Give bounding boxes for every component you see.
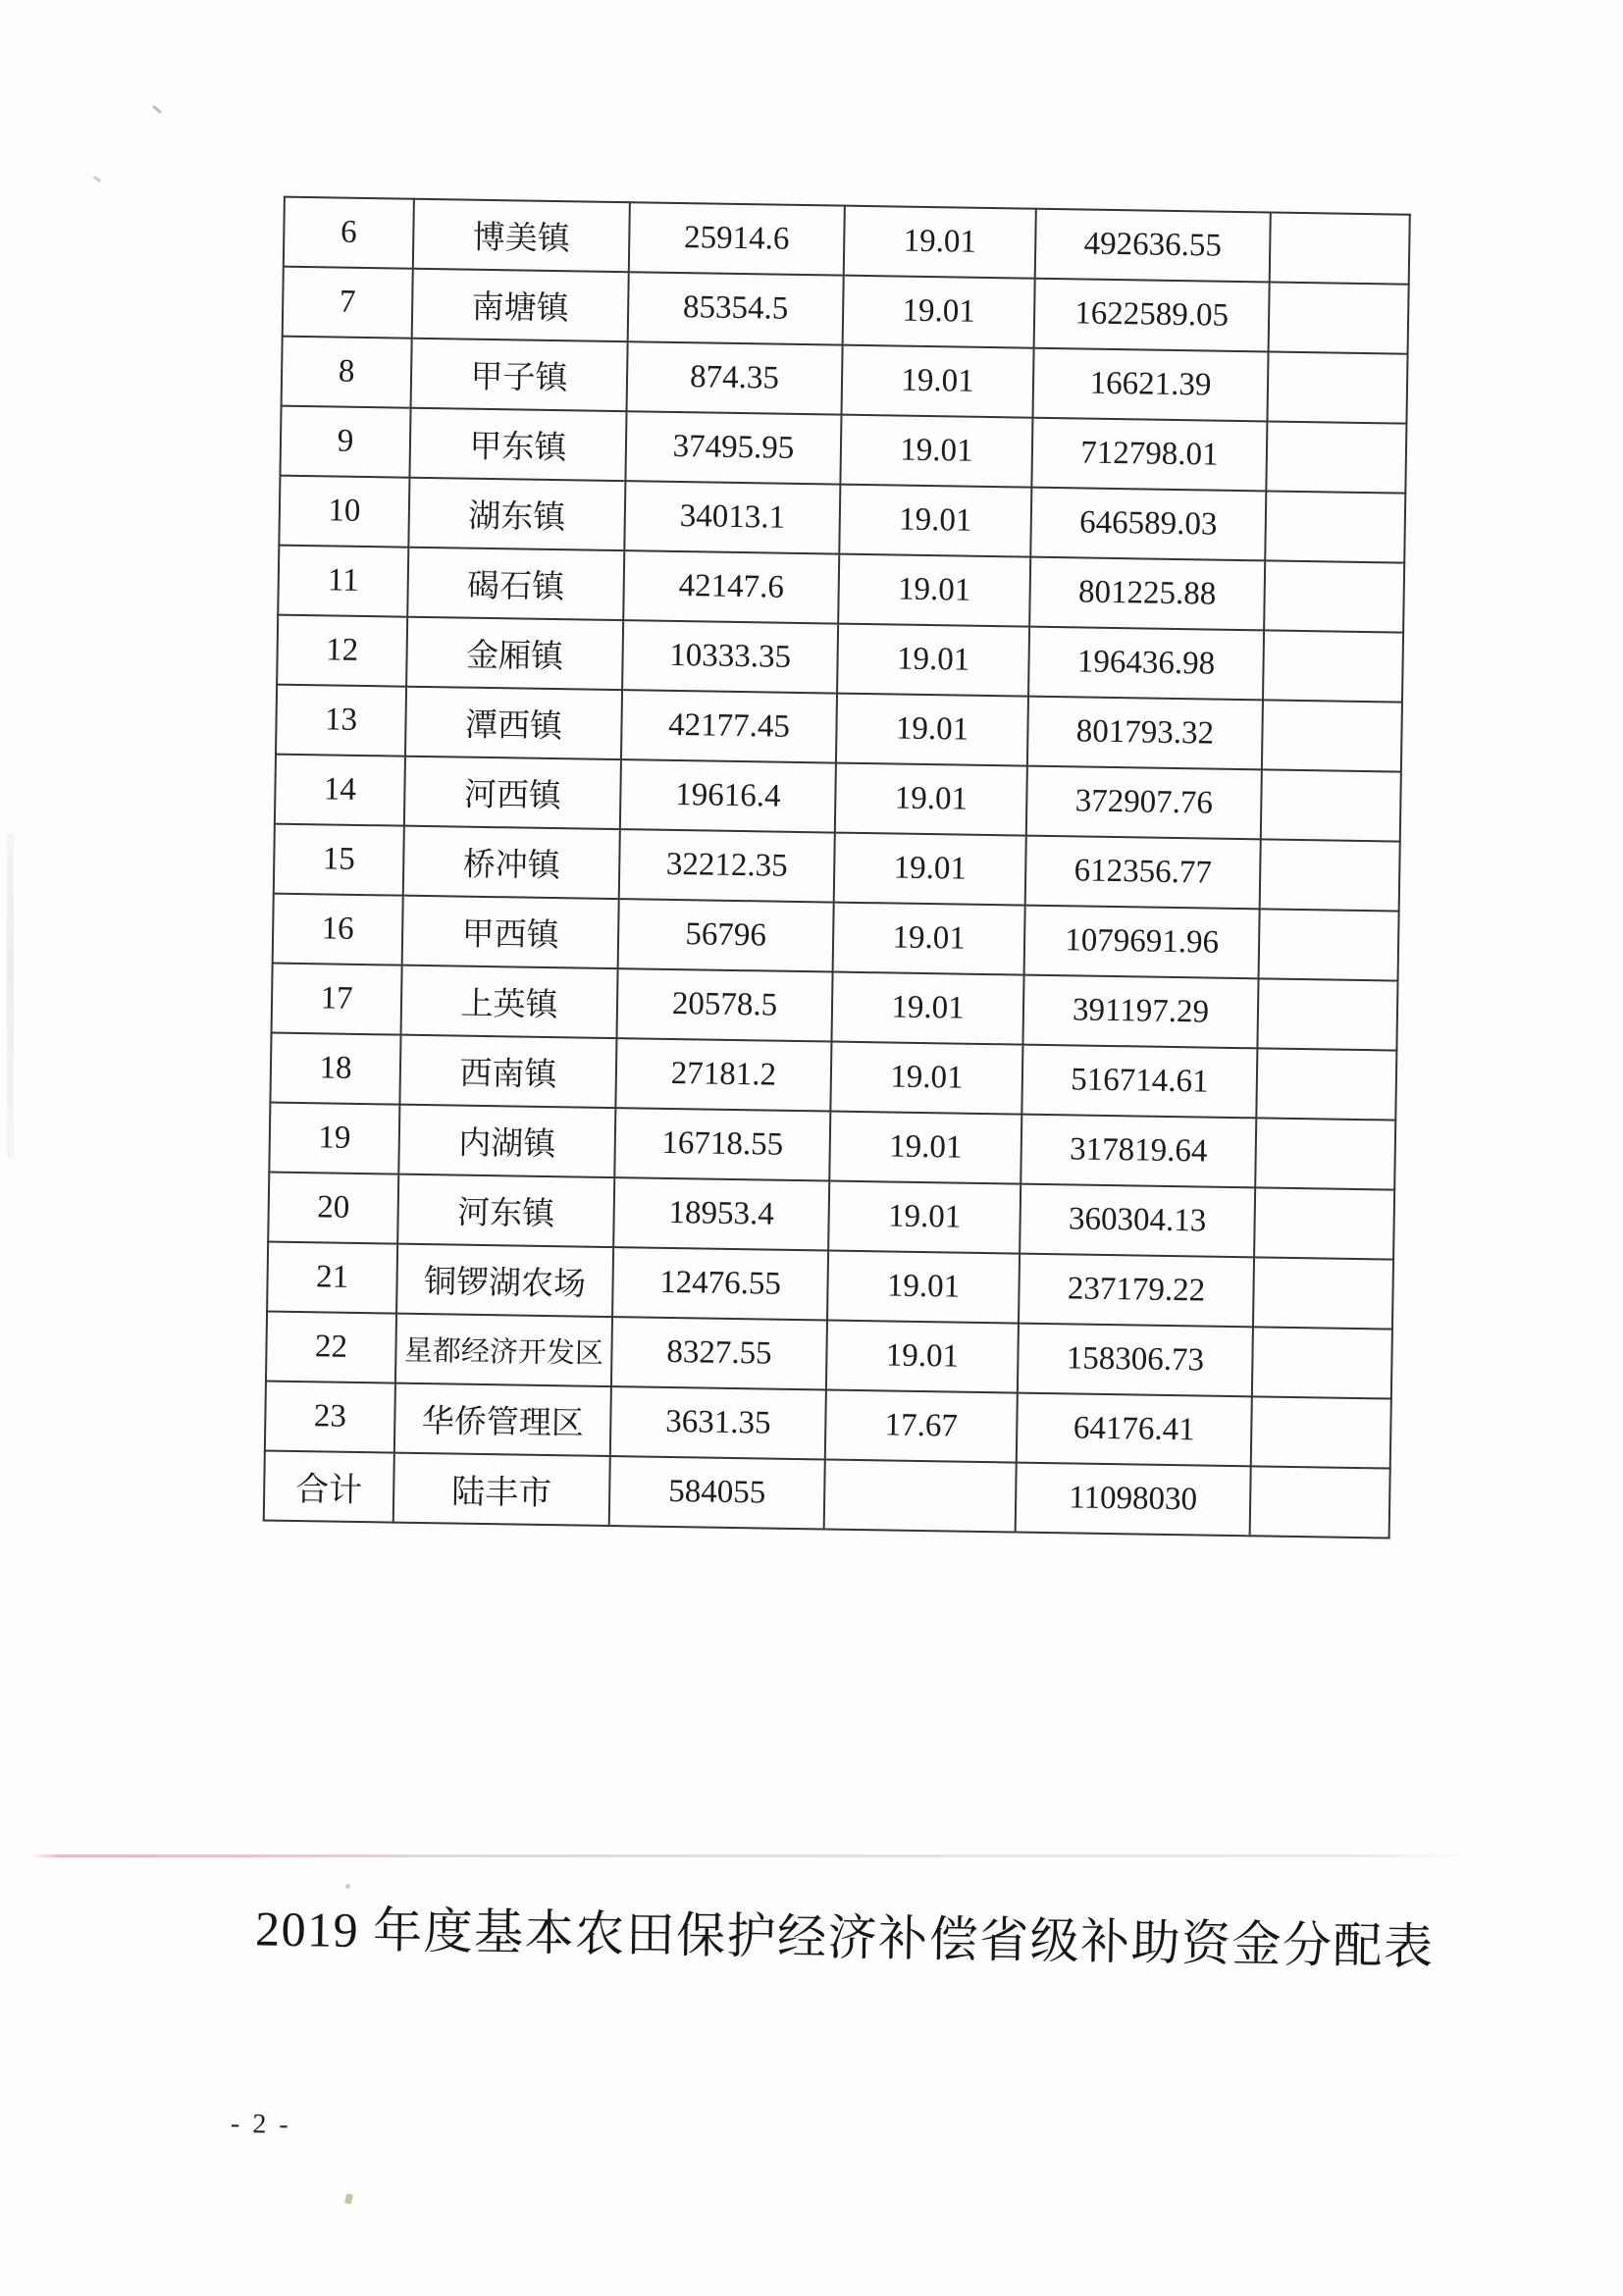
cell-rate: 19.01 [840, 415, 1032, 488]
cell-area-value: 56796 [618, 899, 834, 971]
page-title: 2019 年度基本农田保护经济补偿省级补助资金分配表 [254, 1901, 1435, 1975]
cell-amount: 712798.01 [1031, 418, 1267, 492]
cell-amount: 196436.98 [1028, 627, 1264, 701]
cell-area-value: 27181.2 [615, 1038, 831, 1111]
cell-region-name: 华侨管理区 [394, 1383, 611, 1456]
cell-row-number: 11 [278, 546, 408, 617]
cell-area-value: 25914.6 [629, 202, 845, 275]
cell-amount: 391197.29 [1022, 975, 1258, 1049]
cell-area-value: 20578.5 [616, 968, 832, 1041]
cell-row-number: 20 [268, 1173, 398, 1244]
cell-rate: 19.01 [828, 1181, 1021, 1254]
cell-rate: 19.01 [834, 833, 1026, 906]
cell-rate: 17.67 [825, 1389, 1018, 1462]
cell-blank [1257, 978, 1397, 1050]
cell-area-value: 874.35 [627, 341, 843, 414]
cell-amount: 612356.77 [1025, 836, 1261, 910]
cell-row-number: 12 [277, 615, 407, 687]
cell-rate: 19.01 [829, 1112, 1021, 1184]
cell-rate: 19.01 [836, 694, 1028, 766]
cell-amount: 360304.13 [1020, 1184, 1255, 1258]
cell-amount: 801225.88 [1029, 557, 1265, 631]
cell-amount: 646589.03 [1030, 488, 1266, 561]
cell-area-value: 8327.55 [611, 1317, 827, 1389]
cell-row-number: 7 [283, 267, 413, 339]
cell-rate: 19.01 [837, 624, 1029, 697]
cell-row-number: 14 [275, 755, 405, 826]
cell-region-name: 陆丰市 [393, 1453, 610, 1526]
cell-region-name: 甲东镇 [409, 408, 626, 481]
cell-area-value: 34013.1 [624, 481, 840, 553]
cell-blank [1266, 421, 1406, 493]
cell-rate: 19.01 [827, 1251, 1020, 1324]
cell-rate: 19.01 [831, 972, 1023, 1045]
cell-area-value: 10333.35 [622, 620, 838, 693]
cell-area-value: 42147.6 [623, 550, 839, 623]
cell-blank [1263, 630, 1403, 702]
cell-amount: 372907.76 [1026, 766, 1262, 840]
cell-region-name: 湖东镇 [408, 478, 625, 550]
cell-rate: 19.01 [833, 903, 1025, 975]
cell-region-name: 潭西镇 [405, 687, 622, 759]
cell-region-name: 上英镇 [401, 965, 618, 1038]
cell-amount: 158306.73 [1018, 1324, 1253, 1397]
cell-row-number: 8 [282, 337, 412, 408]
cell-region-name: 金厢镇 [406, 617, 623, 690]
cell-region-name: 河东镇 [397, 1174, 614, 1247]
cell-amount: 1622589.05 [1034, 279, 1270, 352]
cell-blank [1262, 700, 1402, 771]
cell-rate: 19.01 [844, 206, 1036, 279]
allocation-table [263, 196, 1411, 1539]
cell-blank [1253, 1257, 1393, 1329]
cell-row-number: 18 [270, 1033, 400, 1105]
cell-area-value: 37495.95 [625, 411, 841, 484]
cell-region-name: 博美镇 [413, 199, 630, 272]
cell-rate: 19.01 [842, 345, 1034, 418]
cell-rate: 19.01 [839, 485, 1031, 557]
cell-row-number: 6 [284, 197, 414, 269]
cell-blank [1252, 1327, 1392, 1398]
cell-blank [1260, 839, 1400, 911]
cell-amount: 801793.32 [1027, 697, 1263, 770]
cell-amount: 237179.22 [1019, 1254, 1254, 1328]
cell-blank [1256, 1048, 1396, 1120]
cell-blank [1269, 282, 1409, 353]
cell-row-number: 合计 [264, 1451, 394, 1523]
cell-rate: 19.01 [838, 554, 1030, 627]
cell-amount: 64176.41 [1017, 1393, 1252, 1467]
cell-blank [1267, 351, 1407, 423]
cell-area-value: 18953.4 [613, 1177, 829, 1250]
cell-row-number: 22 [266, 1312, 396, 1383]
cell-blank [1261, 769, 1401, 841]
cell-region-name: 西南镇 [399, 1035, 616, 1108]
cell-amount: 1079691.96 [1024, 906, 1260, 979]
cell-region-name: 铜锣湖农场 [396, 1244, 613, 1317]
cell-amount: 516714.61 [1021, 1045, 1257, 1119]
cell-region-name: 河西镇 [404, 757, 621, 829]
scan-speck [345, 1884, 350, 1889]
cell-region-name: 星都经济开发区 [395, 1314, 612, 1386]
cell-amount: 492636.55 [1035, 209, 1271, 283]
cell-area-value: 12476.55 [612, 1247, 828, 1320]
cell-amount: 16621.39 [1032, 348, 1268, 422]
cell-amount: 317819.64 [1021, 1115, 1256, 1188]
cell-area-value: 584055 [609, 1456, 825, 1529]
cell-rate: 19.01 [835, 763, 1027, 836]
cell-blank [1250, 1466, 1390, 1538]
cell-amount: 11098030 [1016, 1463, 1251, 1537]
cell-region-name: 南塘镇 [412, 269, 629, 341]
scan-artifact-pink-line [29, 1854, 1472, 1857]
cell-row-number: 19 [269, 1103, 399, 1174]
cell-area-value: 42177.45 [621, 690, 837, 762]
cell-area-value: 19616.4 [620, 759, 836, 832]
cell-blank [1265, 491, 1405, 562]
cell-area-value: 32212.35 [619, 829, 835, 902]
cell-row-number: 9 [280, 406, 410, 478]
cell-blank [1259, 909, 1399, 980]
cell-blank [1264, 560, 1404, 632]
cell-rate: 19.01 [826, 1321, 1019, 1393]
cell-region-name: 碣石镇 [407, 548, 624, 620]
cell-region-name: 内湖镇 [398, 1105, 615, 1177]
cell-blank [1251, 1396, 1391, 1468]
cell-region-name: 桥冲镇 [403, 826, 620, 899]
cell-row-number: 13 [276, 685, 406, 757]
cell-row-number: 17 [272, 964, 402, 1035]
cell-rate [824, 1459, 1017, 1532]
cell-area-value: 3631.35 [610, 1386, 826, 1459]
cell-row-number: 16 [273, 894, 403, 965]
cell-row-number: 10 [279, 476, 409, 548]
cell-rate: 19.01 [843, 276, 1035, 348]
cell-row-number: 21 [267, 1242, 397, 1314]
cell-region-name: 甲子镇 [411, 339, 628, 411]
cell-region-name: 甲西镇 [402, 896, 619, 968]
cell-row-number: 15 [274, 824, 404, 896]
cell-blank [1270, 212, 1410, 284]
scan-edge-streak [7, 834, 14, 1158]
cell-area-value: 85354.5 [628, 272, 844, 344]
table-body [264, 197, 1410, 1539]
cell-row-number: 23 [265, 1382, 395, 1453]
page-number: - 2 - [230, 2109, 291, 2141]
cell-area-value: 16718.55 [614, 1108, 830, 1180]
cell-rate: 19.01 [830, 1042, 1022, 1115]
cell-blank [1254, 1187, 1394, 1259]
cell-blank [1255, 1118, 1395, 1189]
